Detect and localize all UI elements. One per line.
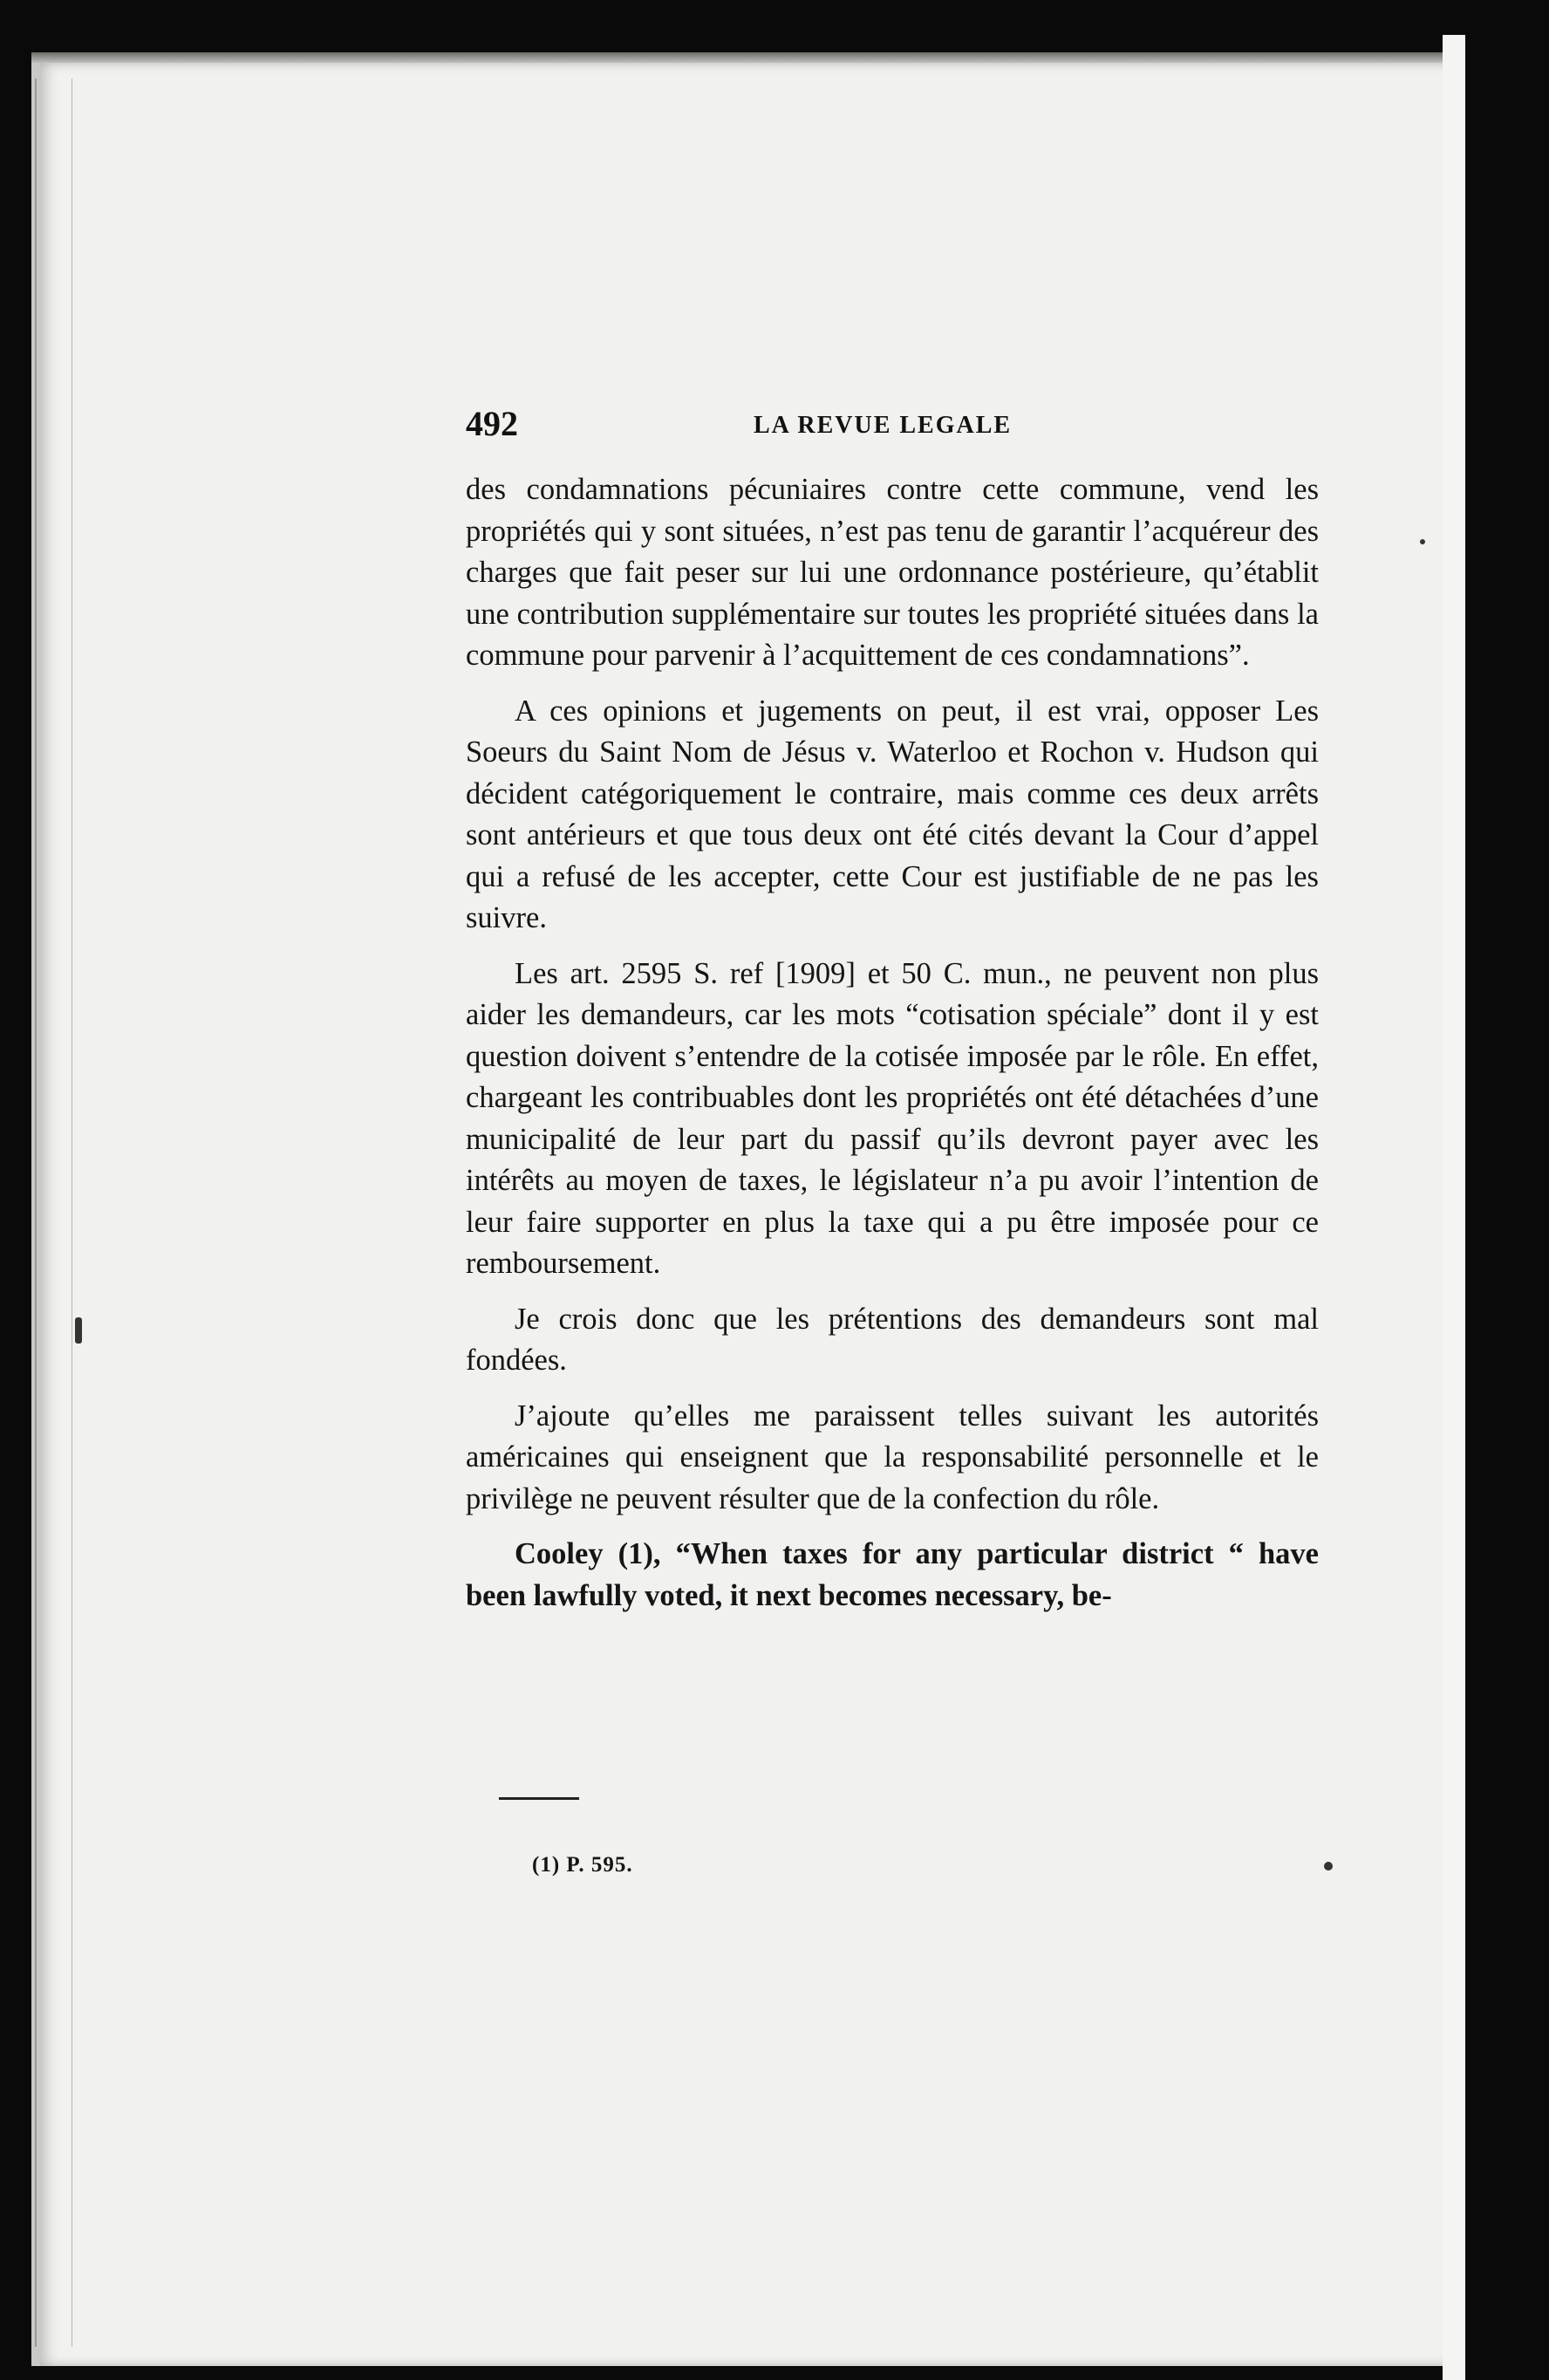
ink-mark	[75, 1317, 82, 1344]
paragraph: Je crois donc que les prétentions des demandeurs sont mal fondées.	[466, 1302, 1319, 1377]
footnote-rule	[499, 1797, 579, 1800]
paragraph: Les art. 2595 S. ref [1909] et 50 C. mun., ne peuvent non plus aider les demandeurs, car les mots “cotisation spéciale” dont il y est question doivent s’entendre de la cotisée imposée par le rôle. En effet, chargeant les contribuables dont les propriétés ont été détachées d’une municipalité de leur part du passif qu’ils devront payer avec les intérêts au moyen de taxes, le législateur n’a pu avoir l’intention de leur faire supporter en plus la taxe qui a pu être imposée pour ce remboursement.	[466, 956, 1319, 1280]
binding-edge	[35, 79, 72, 2347]
paragraph: J’ajoute qu’elles me paraissent telles suivant les autorités américaines qui enseignent que la responsabilité personnelle et le privilège ne peuvent résulter que de la confection du rôle.	[466, 1399, 1319, 1515]
page-number: 492	[466, 404, 518, 443]
body-text	[466, 469, 1319, 1617]
paragraph: des condamnations pécuniaires contre cette commune, vend les propriétés qui y sont situées, n’est pas tenu de garantir l’acquéreur des charges que fait peser sur lui une ordonnance postérieure, qu’établit une contribution supplémentaire sur toutes les propriété situées dans la commune pour parvenir à l’acquittement de ces condamnations”.	[466, 473, 1319, 672]
footnote: (1) P. 595.	[532, 1853, 633, 1877]
paragraph: A ces opinions et jugements on peut, il est vrai, opposer Les Soeurs du Saint Nom de Jésus v. Waterloo et Rochon v. Hudson qui décident catégoriquement le contraire, mais comme ces deux arrêts sont antérieurs et que tous deux ont été cités devant la Cour d’appel qui a refusé de les accepter, cette Cour est justifiable de ne pas les suivre.	[466, 694, 1319, 934]
running-head: LA REVUE LEGALE	[754, 412, 1013, 439]
adjacent-page-edge	[1443, 35, 1465, 2380]
page-header	[466, 403, 1319, 447]
ink-speck	[1420, 539, 1425, 544]
ink-smudge	[1324, 1862, 1333, 1870]
paragraph: Cooley (1), “When taxes for any particular district “ have been lawfully voted, it next becomes necessary, be-	[466, 1537, 1319, 1612]
